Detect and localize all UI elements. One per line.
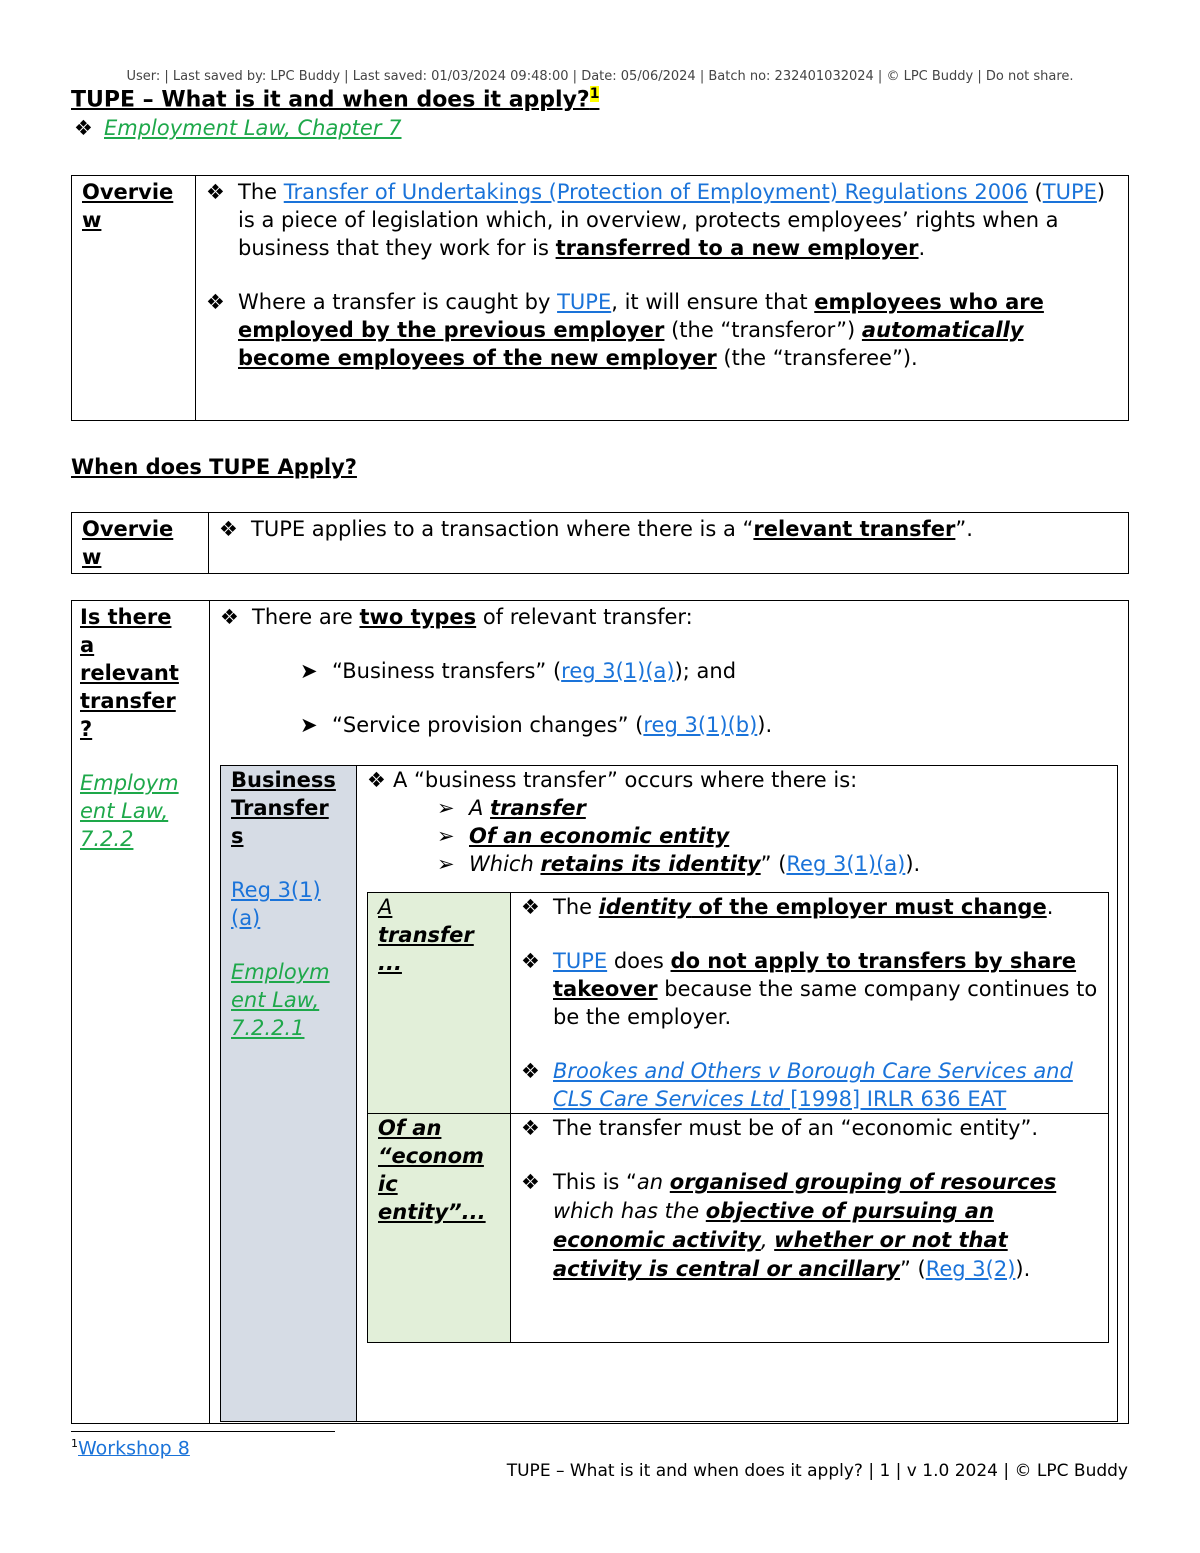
bt-intro-text: A “business transfer” occurs where there is: bbox=[393, 768, 858, 792]
diamond-bullet-icon: ❖ bbox=[521, 1170, 540, 1194]
chapter-link[interactable]: Employment Law, Chapter 7 bbox=[104, 116, 402, 140]
a-transfer-label bbox=[378, 893, 500, 977]
label-line: ic bbox=[378, 1172, 398, 1196]
text: TUPE applies to a transaction where there is a “ bbox=[251, 517, 754, 541]
tupe-link[interactable]: TUPE bbox=[1042, 180, 1097, 204]
a-transfer-label-cell bbox=[368, 893, 511, 1114]
relevant-transfer-content bbox=[210, 601, 1129, 1424]
text: “Service provision changes” ( bbox=[332, 713, 644, 737]
text: There are bbox=[252, 605, 360, 629]
document-header-meta: User: | Last saved by: LPC Buddy | Last saved: 01/03/2024 09:48:00 | Date: 05/06/2024 | Batch no: 232401032024 | © LPC Buddy | Do not share. bbox=[126, 69, 1074, 84]
business-transfers-label bbox=[231, 766, 346, 850]
italic-text: an bbox=[636, 1170, 670, 1194]
text: ” ( bbox=[899, 1257, 926, 1281]
diamond-bullet-icon: ❖ bbox=[206, 290, 225, 314]
footnote-mark: 1 bbox=[71, 1437, 78, 1450]
footnote bbox=[71, 1437, 190, 1459]
italic-text: , bbox=[760, 1228, 775, 1252]
bt-element-2 bbox=[437, 822, 1109, 850]
label-line: entity”... bbox=[378, 1200, 486, 1224]
a-transfer-content bbox=[511, 893, 1109, 1114]
a-transfer-point-1 bbox=[521, 893, 1098, 921]
type-text bbox=[332, 657, 736, 685]
apply-point bbox=[219, 515, 1118, 543]
section-title: When does TUPE Apply? bbox=[71, 455, 357, 479]
overview-table bbox=[71, 175, 1129, 421]
text: ) is a piece of legislation which, in overview, protects employees’ rights when a business that they work for is bbox=[238, 180, 1106, 260]
text: ” ( bbox=[760, 852, 787, 876]
point-text bbox=[553, 893, 1098, 921]
hollow-arrow-icon: ➢ bbox=[437, 852, 455, 876]
label-line: transfer bbox=[80, 689, 176, 713]
label-line: Of an bbox=[378, 1116, 442, 1140]
point-text: The transfer must be of an “economic entity”. bbox=[553, 1116, 1039, 1140]
text: “Business transfers” ( bbox=[332, 659, 562, 683]
ref-line: Employm bbox=[231, 960, 330, 984]
a-transfer-point-3 bbox=[521, 1057, 1098, 1113]
point-text bbox=[251, 515, 1118, 543]
apply-overview-content bbox=[209, 513, 1129, 574]
ref-line: ent Law, bbox=[80, 799, 169, 823]
transfer-type-1 bbox=[300, 657, 1118, 685]
text: does bbox=[607, 949, 671, 973]
bold-italic-text: Of an economic entity bbox=[469, 824, 730, 848]
text: . bbox=[1046, 895, 1054, 919]
diamond-bullet-icon: ❖ bbox=[521, 949, 540, 973]
text: (the “transferor”) bbox=[664, 318, 862, 342]
label-line: transfer bbox=[378, 923, 474, 947]
overview-label bbox=[72, 513, 209, 574]
economic-entity-point-1 bbox=[521, 1114, 1098, 1142]
reg-link[interactable]: reg 3(1)(a) bbox=[561, 659, 675, 683]
diamond-bullet-icon: ❖ bbox=[74, 116, 93, 140]
text: A bbox=[469, 796, 491, 820]
regulations-link[interactable]: Transfer of Undertakings (Protection of Employment) Regulations 2006 bbox=[283, 180, 1028, 204]
text: of relevant transfer: bbox=[476, 605, 693, 629]
ref-line: 7.2.2 bbox=[80, 827, 134, 851]
business-transfers-label-cell bbox=[221, 766, 357, 1422]
title-footnote-mark[interactable]: 1 bbox=[589, 86, 600, 102]
reg-link[interactable]: Reg 3(2) bbox=[925, 1257, 1016, 1281]
text: This is “ bbox=[553, 1170, 637, 1194]
tupe-link[interactable]: TUPE bbox=[553, 949, 608, 973]
business-transfers-content bbox=[357, 766, 1118, 1422]
brookes-case-link[interactable] bbox=[553, 1057, 1098, 1113]
bold-text: do not apply to transfers by share takeover bbox=[553, 949, 1077, 1001]
text: (the “transferee”). bbox=[716, 346, 918, 370]
apply-overview-table bbox=[71, 512, 1129, 574]
bt-intro bbox=[367, 766, 1109, 794]
label-line: Is there bbox=[80, 605, 172, 629]
title-text: TUPE – What is it and when does it apply? bbox=[71, 87, 590, 113]
diamond-bullet-icon: ❖ bbox=[219, 517, 238, 541]
economic-entity-point-2 bbox=[521, 1168, 1098, 1284]
label-line: w bbox=[82, 545, 102, 569]
relevant-transfer-table bbox=[71, 600, 1129, 1424]
hollow-arrow-icon: ➢ bbox=[437, 796, 455, 820]
point-text bbox=[238, 178, 1118, 262]
diamond-bullet-icon: ❖ bbox=[220, 605, 239, 629]
text: Which bbox=[469, 852, 541, 876]
text: ); and bbox=[674, 659, 737, 683]
bold-italic-text: retains its identity bbox=[540, 852, 761, 876]
label-line: ... bbox=[378, 951, 402, 975]
overview-point-1 bbox=[206, 178, 1118, 262]
bold-text: become employees of the new employer bbox=[238, 346, 717, 370]
arrow-bullet-icon: ➤ bbox=[300, 659, 318, 683]
page-footer: TUPE – What is it and when does it apply? | 1 | v 1.0 2024 | © LPC Buddy bbox=[506, 1461, 1128, 1481]
arrow-bullet-icon: ➤ bbox=[300, 713, 318, 737]
bold-text: of the employer must change bbox=[691, 895, 1047, 919]
text: The bbox=[238, 180, 284, 204]
reg-line: (a) bbox=[231, 906, 261, 930]
reg-line: Reg 3(1) bbox=[231, 878, 321, 902]
case-citation: [1998] IRLR 636 EAT bbox=[783, 1087, 1007, 1111]
diamond-bullet-icon: ❖ bbox=[521, 1116, 540, 1140]
bt-element-3 bbox=[437, 850, 1109, 878]
label-line: w bbox=[82, 208, 102, 232]
bold-italic-text: organised grouping of resources bbox=[669, 1170, 1057, 1194]
diamond-bullet-icon: ❖ bbox=[521, 895, 540, 919]
overview-content bbox=[196, 176, 1129, 421]
text: . bbox=[918, 236, 926, 260]
text: because the same company continues to be the employer. bbox=[553, 977, 1098, 1029]
label-line: ? bbox=[80, 717, 93, 741]
bold-text: relevant transfer bbox=[753, 517, 956, 541]
text: ). bbox=[757, 713, 773, 737]
relevant-transfer-label bbox=[80, 603, 201, 743]
bold-italic-text: identity bbox=[598, 895, 692, 919]
employment-law-ref-link[interactable] bbox=[80, 769, 201, 853]
bold-text: two types bbox=[359, 605, 477, 629]
text: ”. bbox=[955, 517, 973, 541]
diamond-bullet-icon: ❖ bbox=[367, 768, 386, 792]
business-transfers-table bbox=[220, 765, 1118, 1422]
page-title bbox=[71, 86, 599, 112]
diamond-bullet-icon: ❖ bbox=[206, 180, 225, 204]
text: ( bbox=[1027, 180, 1043, 204]
element-text bbox=[469, 850, 920, 878]
point-text bbox=[553, 947, 1098, 1031]
overview-point-2 bbox=[206, 288, 1118, 372]
reg-3-1-a-link[interactable] bbox=[231, 876, 346, 932]
point-text bbox=[553, 1168, 1098, 1284]
label-line: A bbox=[378, 895, 393, 919]
label-line: s bbox=[231, 824, 244, 848]
bold-text: transferred to a new employer bbox=[555, 236, 919, 260]
type-text bbox=[332, 711, 772, 739]
hollow-arrow-icon: ➢ bbox=[437, 824, 455, 848]
diamond-bullet-icon: ❖ bbox=[521, 1059, 540, 1083]
tupe-link[interactable]: TUPE bbox=[557, 290, 612, 314]
point-text bbox=[238, 288, 1118, 372]
ref-line: ent Law, bbox=[231, 988, 320, 1012]
economic-entity-label-cell bbox=[368, 1114, 511, 1343]
bold-italic-text: whether or not that activity is central or ancillary bbox=[553, 1228, 1008, 1281]
overview-label bbox=[72, 176, 196, 421]
label-line: Overvie bbox=[82, 517, 174, 541]
bold-italic-text: transfer bbox=[490, 796, 586, 820]
text: ). bbox=[905, 852, 921, 876]
italic-text: which has the bbox=[553, 1199, 706, 1223]
text: ). bbox=[1015, 1257, 1031, 1281]
bold-italic-text: automatically bbox=[861, 318, 1024, 342]
footnote-divider bbox=[71, 1431, 335, 1432]
reg-link[interactable]: Reg 3(1)(a) bbox=[786, 852, 906, 876]
label-line: Business bbox=[231, 768, 336, 792]
ref-line: 7.2.2.1 bbox=[231, 1016, 305, 1040]
elements-table bbox=[367, 892, 1109, 1343]
label-line: “econom bbox=[378, 1144, 484, 1168]
transfer-type-2 bbox=[300, 711, 1118, 739]
ref-line: Employm bbox=[80, 771, 179, 795]
bold-italic-text: objective of pursuing an economic activity bbox=[553, 1199, 994, 1252]
element-text bbox=[469, 794, 586, 822]
case-name: Brookes and Others v Borough Care Services and CLS Care Services Ltd bbox=[553, 1059, 1073, 1111]
text: The bbox=[553, 895, 599, 919]
a-transfer-point-2 bbox=[521, 947, 1098, 1031]
relevant-transfer-label-cell bbox=[72, 601, 210, 1424]
workshop-link[interactable]: Workshop 8 bbox=[78, 1437, 190, 1460]
bold-text: employees who are employed by the previous employer bbox=[238, 290, 1044, 342]
reg-link[interactable]: reg 3(1)(b) bbox=[643, 713, 758, 737]
point-text bbox=[252, 603, 1118, 631]
bt-element-1 bbox=[437, 794, 1109, 822]
label-line: Overvie bbox=[82, 180, 174, 204]
label-line: relevant bbox=[80, 661, 179, 685]
label-line: Transfer bbox=[231, 796, 329, 820]
text: , it will ensure that bbox=[611, 290, 815, 314]
intro-point bbox=[220, 603, 1118, 631]
economic-entity-label bbox=[378, 1114, 500, 1226]
label-line: a bbox=[80, 633, 95, 657]
text: Where a transfer is caught by bbox=[238, 290, 558, 314]
economic-entity-content bbox=[511, 1114, 1109, 1343]
employment-law-subref-link[interactable] bbox=[231, 958, 346, 1042]
chapter-reference bbox=[74, 116, 402, 140]
